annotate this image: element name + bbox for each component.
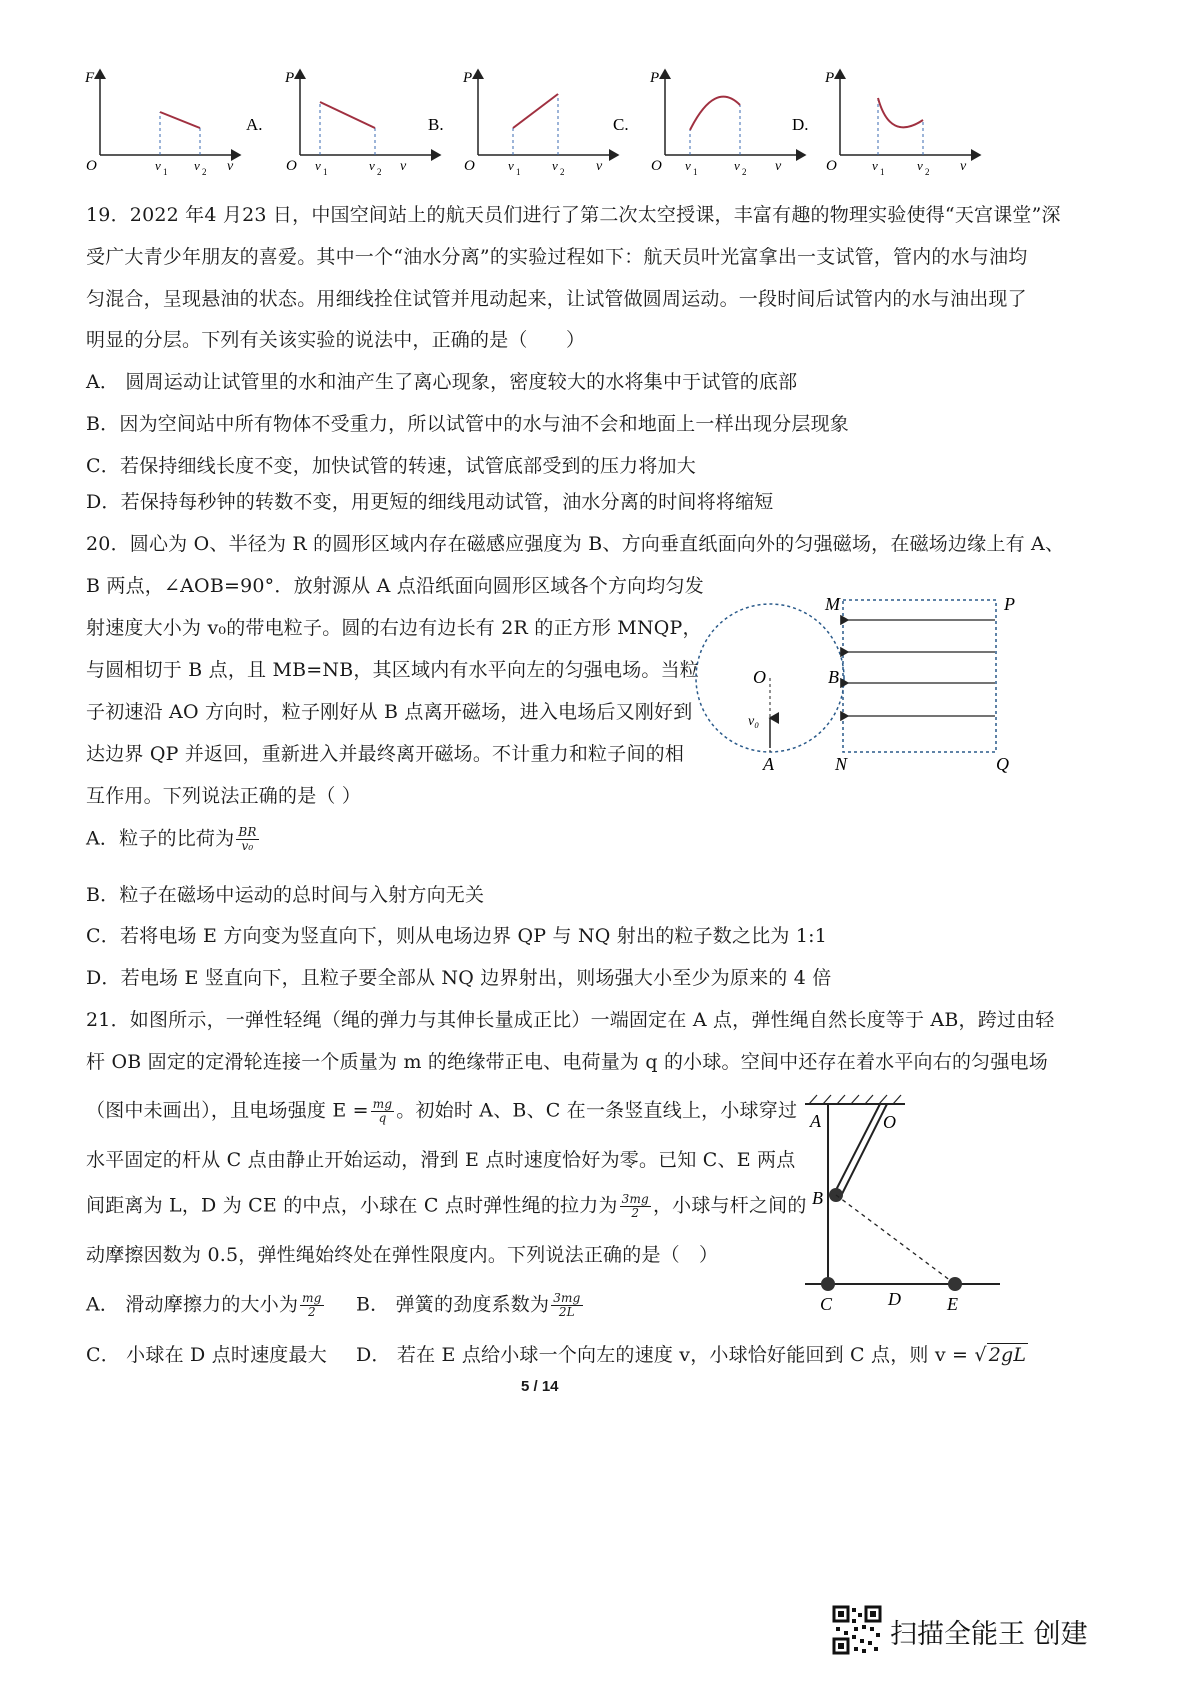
svg-text:O: O <box>883 1112 896 1132</box>
option-b-label: B. <box>428 115 444 134</box>
graphs-row <box>80 60 1000 190</box>
qr-code-icon <box>832 1605 882 1655</box>
svg-text:v: v <box>917 158 923 173</box>
svg-text:2: 2 <box>742 167 747 177</box>
watermark-text: 扫描全能王 创建 <box>890 1619 1088 1650</box>
svg-text:1: 1 <box>693 167 698 177</box>
ball-e <box>948 1277 962 1291</box>
svg-text:P: P <box>463 70 473 86</box>
q21-line-2: 杆 OB 固定的定滑轮连接一个质量为 m 的绝缘带正电、电荷量为 q 的小球。空间中还存在着水平向右的匀强电场 <box>86 1051 1048 1073</box>
q19-option-b: B．因为空间站中所有物体不受重力，所以试管中的水与油不会和地面上一样出现分层现象 <box>86 413 849 435</box>
svg-text:O: O <box>86 158 97 174</box>
q20-line-5: 子初速沿 AO 方向时，粒子刚好从 B 点离开磁场，进入电场后又刚好到 <box>86 701 693 723</box>
svg-text:1: 1 <box>323 167 328 177</box>
q21-option-a: A． 滑动摩擦力的大小为 $\frac{mg}{2}$ <box>86 1291 322 1319</box>
q19-option-d: D．若保持每秒钟的转数不变，用更短的细线甩动试管，油水分离的时间将将缩短 <box>86 491 774 513</box>
graph-f-v <box>84 70 240 177</box>
svg-text:E: E <box>947 1294 958 1314</box>
svg-text:P: P <box>285 70 295 86</box>
q20-option-c: C．若将电场 E 方向变为竖直向下，则从电场边界 QP 与 NQ 射出的粒子数之比为 1:1 <box>86 925 828 947</box>
graph-a <box>284 70 440 177</box>
svg-text:v: v <box>596 159 603 174</box>
svg-text:C: C <box>820 1294 833 1314</box>
graph-b <box>462 70 618 177</box>
q20-line-3: 射速度大小为 v₀的带电粒子。圆的右边有边长有 2R 的正方形 MNQP， <box>86 617 702 639</box>
option-c-label: C. <box>613 115 629 134</box>
q21-line-4: 水平固定的杆从 C 点由静止开始运动，滑到 E 点时速度恰好为零。已知 C、E 两点 <box>86 1149 796 1171</box>
q20-line-1: 20．圆心为 O、半径为 R 的圆形区域内存在磁感应强度为 B、方向垂直纸面向外的匀强磁场，在磁场边缘上有 A、 <box>86 533 1065 555</box>
q21-option-d: D． 若在 E 点给小球一个向左的速度 v，小球恰好能回到 C 点，则 v = √ 2gL <box>356 1344 1027 1366</box>
graph-d <box>824 70 980 177</box>
svg-text:B: B <box>812 1188 823 1208</box>
svg-text:O: O <box>753 667 766 687</box>
svg-text:v: v <box>369 158 375 173</box>
q19-line-4: 明显的分层。下列有关该实验的说法中，正确的是（ ） <box>86 329 586 351</box>
q20-option-d: D．若电场 E 竖直向下，且粒子要全部从 NQ 边界射出，则场强大小至少为原来的 4 倍 <box>86 967 832 989</box>
svg-text:2: 2 <box>560 167 565 177</box>
q21-option-c: C． 小球在 D 点时速度最大 <box>86 1344 327 1366</box>
q19-option-c: C．若保持细线长度不变，加快试管的转速，试管底部受到的压力将加大 <box>86 455 696 477</box>
q20-line-7: 互作用。下列说法正确的是（ ） <box>86 785 362 807</box>
option-d-label: D. <box>792 115 809 134</box>
graph-c <box>649 70 805 177</box>
svg-text:Q: Q <box>996 754 1009 774</box>
svg-text:O: O <box>464 158 475 174</box>
q21-line-3: （图中未画出），且电场强度 E = $\frac{mg}{q}$ 。初始时 A、B、C 在一条竖直线上，小球穿过 <box>86 1097 798 1125</box>
svg-text:2: 2 <box>202 167 207 177</box>
svg-text:B: B <box>828 667 839 687</box>
q20-option-a: A．粒子的比荷为 $\frac{BR}{\text{v₀}}$ <box>86 825 257 853</box>
svg-text:v: v <box>775 159 782 174</box>
svg-text:v: v <box>685 158 691 173</box>
svg-text:D: D <box>888 1289 901 1309</box>
svg-text:1: 1 <box>163 167 168 177</box>
electric-field-square <box>843 600 996 752</box>
svg-text:O: O <box>286 158 297 174</box>
svg-text:v: v <box>960 159 967 174</box>
svg-text:v: v <box>155 158 161 173</box>
svg-text:P: P <box>650 70 660 86</box>
q19-option-a: A． 圆周运动让试管里的水和油产生了离心现象，密度较大的水将集中于试管的底部 <box>86 371 798 393</box>
svg-text:v: v <box>734 158 740 173</box>
svg-text:v: v <box>315 158 321 173</box>
label-f: F <box>85 70 95 86</box>
svg-text:v: v <box>400 159 407 174</box>
svg-text:O: O <box>651 158 662 174</box>
svg-text:1: 1 <box>516 167 521 177</box>
svg-text:M: M <box>825 594 840 614</box>
q21-line-6: 动摩擦因数为 0.5，弹性绳始终处在弹性限度内。下列说法正确的是（ ） <box>86 1244 719 1266</box>
svg-text:v: v <box>227 159 234 174</box>
option-a-label: A. <box>246 115 263 134</box>
q20-line-4: 与圆相切于 B 点，且 MB=NB，其区域内有水平向左的匀强电场。当粒 <box>86 659 700 681</box>
svg-text:A: A <box>810 1111 821 1131</box>
svg-text:1: 1 <box>880 167 885 177</box>
svg-text:v: v <box>872 158 878 173</box>
svg-text:v: v <box>552 158 558 173</box>
svg-text:A: A <box>763 754 774 774</box>
q21-option-b: B． 弹簧的劲度系数为 $\frac{3mg}{2L}$ <box>356 1291 581 1319</box>
q20-line-2: B 两点，∠AOB=90°．放射源从 A 点沿纸面向圆形区域各个方向均匀发 <box>86 575 704 597</box>
svg-text:2: 2 <box>925 167 930 177</box>
page-number: 5 / 14 <box>521 1378 559 1395</box>
svg-text:2: 2 <box>377 167 382 177</box>
svg-text:v: v <box>194 158 200 173</box>
svg-text:P: P <box>825 70 835 86</box>
q21-figure <box>795 1092 1010 1317</box>
svg-text:v: v <box>508 158 514 173</box>
svg-text:P: P <box>1004 594 1015 614</box>
q20-option-b: B．粒子在磁场中运动的总时间与入射方向无关 <box>86 884 485 906</box>
q20-line-6: 达边界 QP 并返回，重新进入并最终离开磁场。不计重力和粒子间的相 <box>86 743 685 765</box>
q21-line-1: 21．如图所示，一弹性轻绳（绳的弹力与其伸长量成正比）一端固定在 A 点，弹性绳自然长度等于 AB，跨过由轻 <box>86 1009 1055 1031</box>
ball-c <box>821 1277 835 1291</box>
svg-text:O: O <box>826 158 837 174</box>
q19-line-2: 受广大青少年朋友的喜爱。其中一个“油水分离”的实验过程如下：航天员叶光富拿出一支试管，管内的水与油均 <box>86 246 1028 268</box>
q19-line-3: 匀混合，呈现悬油的状态。用细线拴住试管并甩动起来，让试管做圆周运动。一段时间后试管内的水与油出现了 <box>86 288 1027 310</box>
svg-text:N: N <box>835 754 848 774</box>
svg-text:v₀: v₀ <box>748 714 760 729</box>
q21-line-5: 间距离为 L，D 为 CE 的中点，小球在 C 点时弹性绳的拉力为 $\frac{3mg}{2}$ ，小球与杆之间的 <box>86 1192 807 1220</box>
q20-figure <box>680 580 1040 780</box>
q19-line-1: 19．2022 年4 月23 日，中国空间站上的航天员们进行了第二次太空授课，丰富有趣的物理实验使得“天宫课堂”深 <box>86 204 1061 226</box>
